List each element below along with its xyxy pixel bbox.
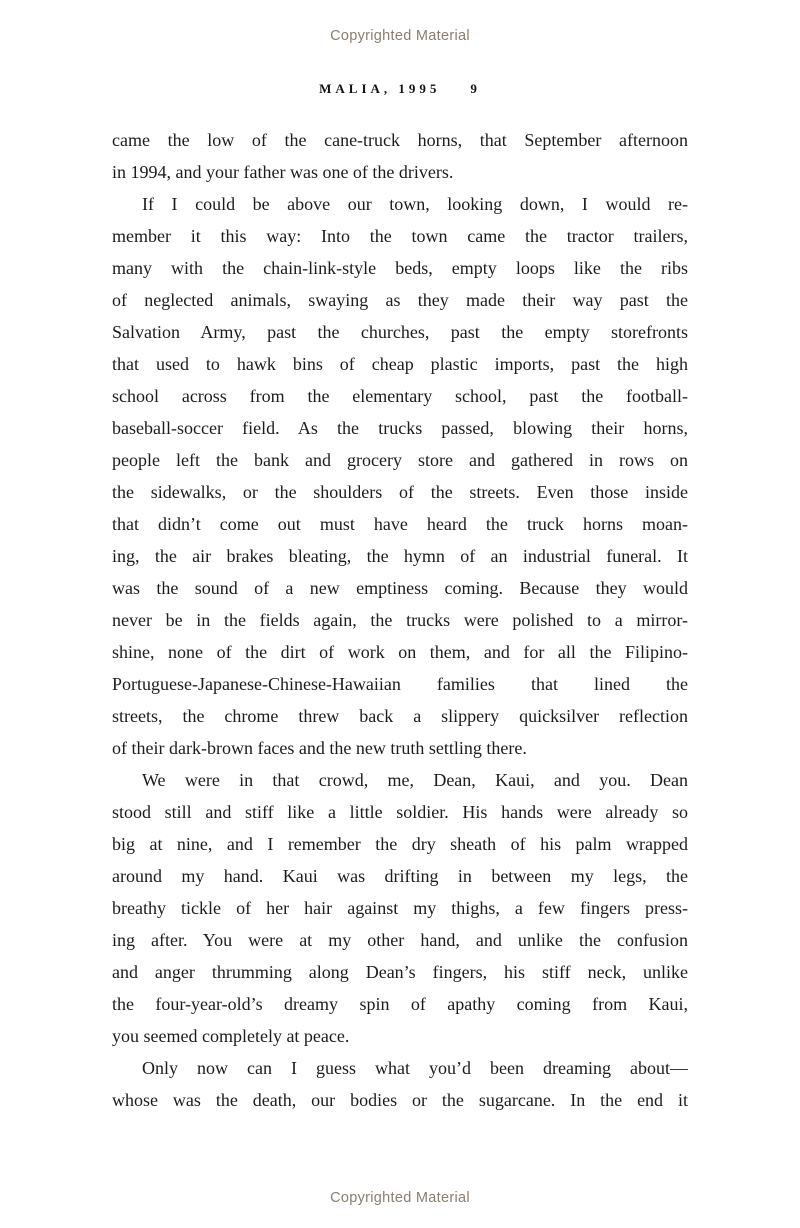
text-line: people left the bank and grocery store and gathered in rows on — [112, 450, 688, 470]
text-line: of their dark-brown faces and the new truth settling there. — [112, 738, 527, 758]
text-line: stood still and stiff like a little soldier. His hands were already so — [112, 802, 688, 822]
text-line: member it this way: Into the town came the tractor trailers, — [112, 226, 688, 246]
text-line: breathy tickle of her hair against my thighs, a few fingers press- — [112, 898, 688, 918]
text-line: If I could be above our town, looking down, I would re- — [142, 194, 688, 214]
text-line: ing after. You were at my other hand, and unlike the confusion — [112, 930, 688, 950]
text-line: you seemed completely at peace. — [112, 1026, 350, 1046]
text-line: Only now can I guess what you’d been dreaming about— — [142, 1058, 688, 1078]
text-line: Salvation Army, past the churches, past the empty storefronts — [112, 322, 688, 342]
text-line: big at nine, and I remember the dry sheath of his palm wrapped — [112, 834, 688, 854]
text-line: that didn’t come out must have heard the truck horns moan- — [112, 514, 688, 534]
copyright-notice-bottom: Copyrighted Material — [330, 1190, 470, 1206]
text-line: the sidewalks, or the shoulders of the streets. Even those inside — [112, 482, 688, 502]
paragraph — [112, 764, 688, 1052]
body-text — [112, 124, 688, 1116]
text-line: in 1994, and your father was one of the drivers. — [112, 162, 454, 182]
text-line: never be in the fields again, the trucks were polished to a mirror- — [112, 610, 688, 630]
text-line: whose was the death, our bodies or the sugarcane. In the end it — [112, 1090, 688, 1110]
copyright-notice-top: Copyrighted Material — [330, 28, 470, 44]
text-line: Portuguese-Japanese-Chinese-Hawaiian families that lined the — [112, 674, 688, 694]
text-line: many with the chain-link-style beds, empty loops like the ribs — [112, 258, 688, 278]
paragraph — [112, 124, 688, 188]
text-line: of neglected animals, swaying as they made their way past the — [112, 290, 688, 310]
text-line: baseball-soccer field. As the trucks passed, blowing their horns, — [112, 418, 688, 438]
text-line: ing, the air brakes bleating, the hymn of an industrial funeral. It — [112, 546, 688, 566]
text-line: shine, none of the dirt of work on them, and for all the Filipino- — [112, 642, 688, 662]
page-number: 9 — [470, 81, 481, 96]
paragraph — [112, 1052, 688, 1116]
paragraph — [112, 188, 688, 764]
text-line: streets, the chrome threw back a slippery quicksilver reflection — [112, 706, 688, 726]
chapter-title: MALIA, 1995 — [319, 81, 441, 96]
text-line: the four-year-old’s dreamy spin of apathy coming from Kaui, — [112, 994, 688, 1014]
text-line: came the low of the cane-truck horns, that September afternoon — [112, 130, 688, 150]
text-line: was the sound of a new emptiness coming. Because they would — [112, 578, 688, 598]
text-line: that used to hawk bins of cheap plastic imports, past the high — [112, 354, 688, 374]
text-line: We were in that crowd, me, Dean, Kaui, and you. Dean — [142, 770, 688, 790]
text-line: around my hand. Kaui was drifting in between my legs, the — [112, 866, 688, 886]
text-line: school across from the elementary school, past the football- — [112, 386, 688, 406]
text-line: and anger thrumming along Dean’s fingers, his stiff neck, unlike — [112, 962, 688, 982]
page-header — [0, 81, 800, 97]
